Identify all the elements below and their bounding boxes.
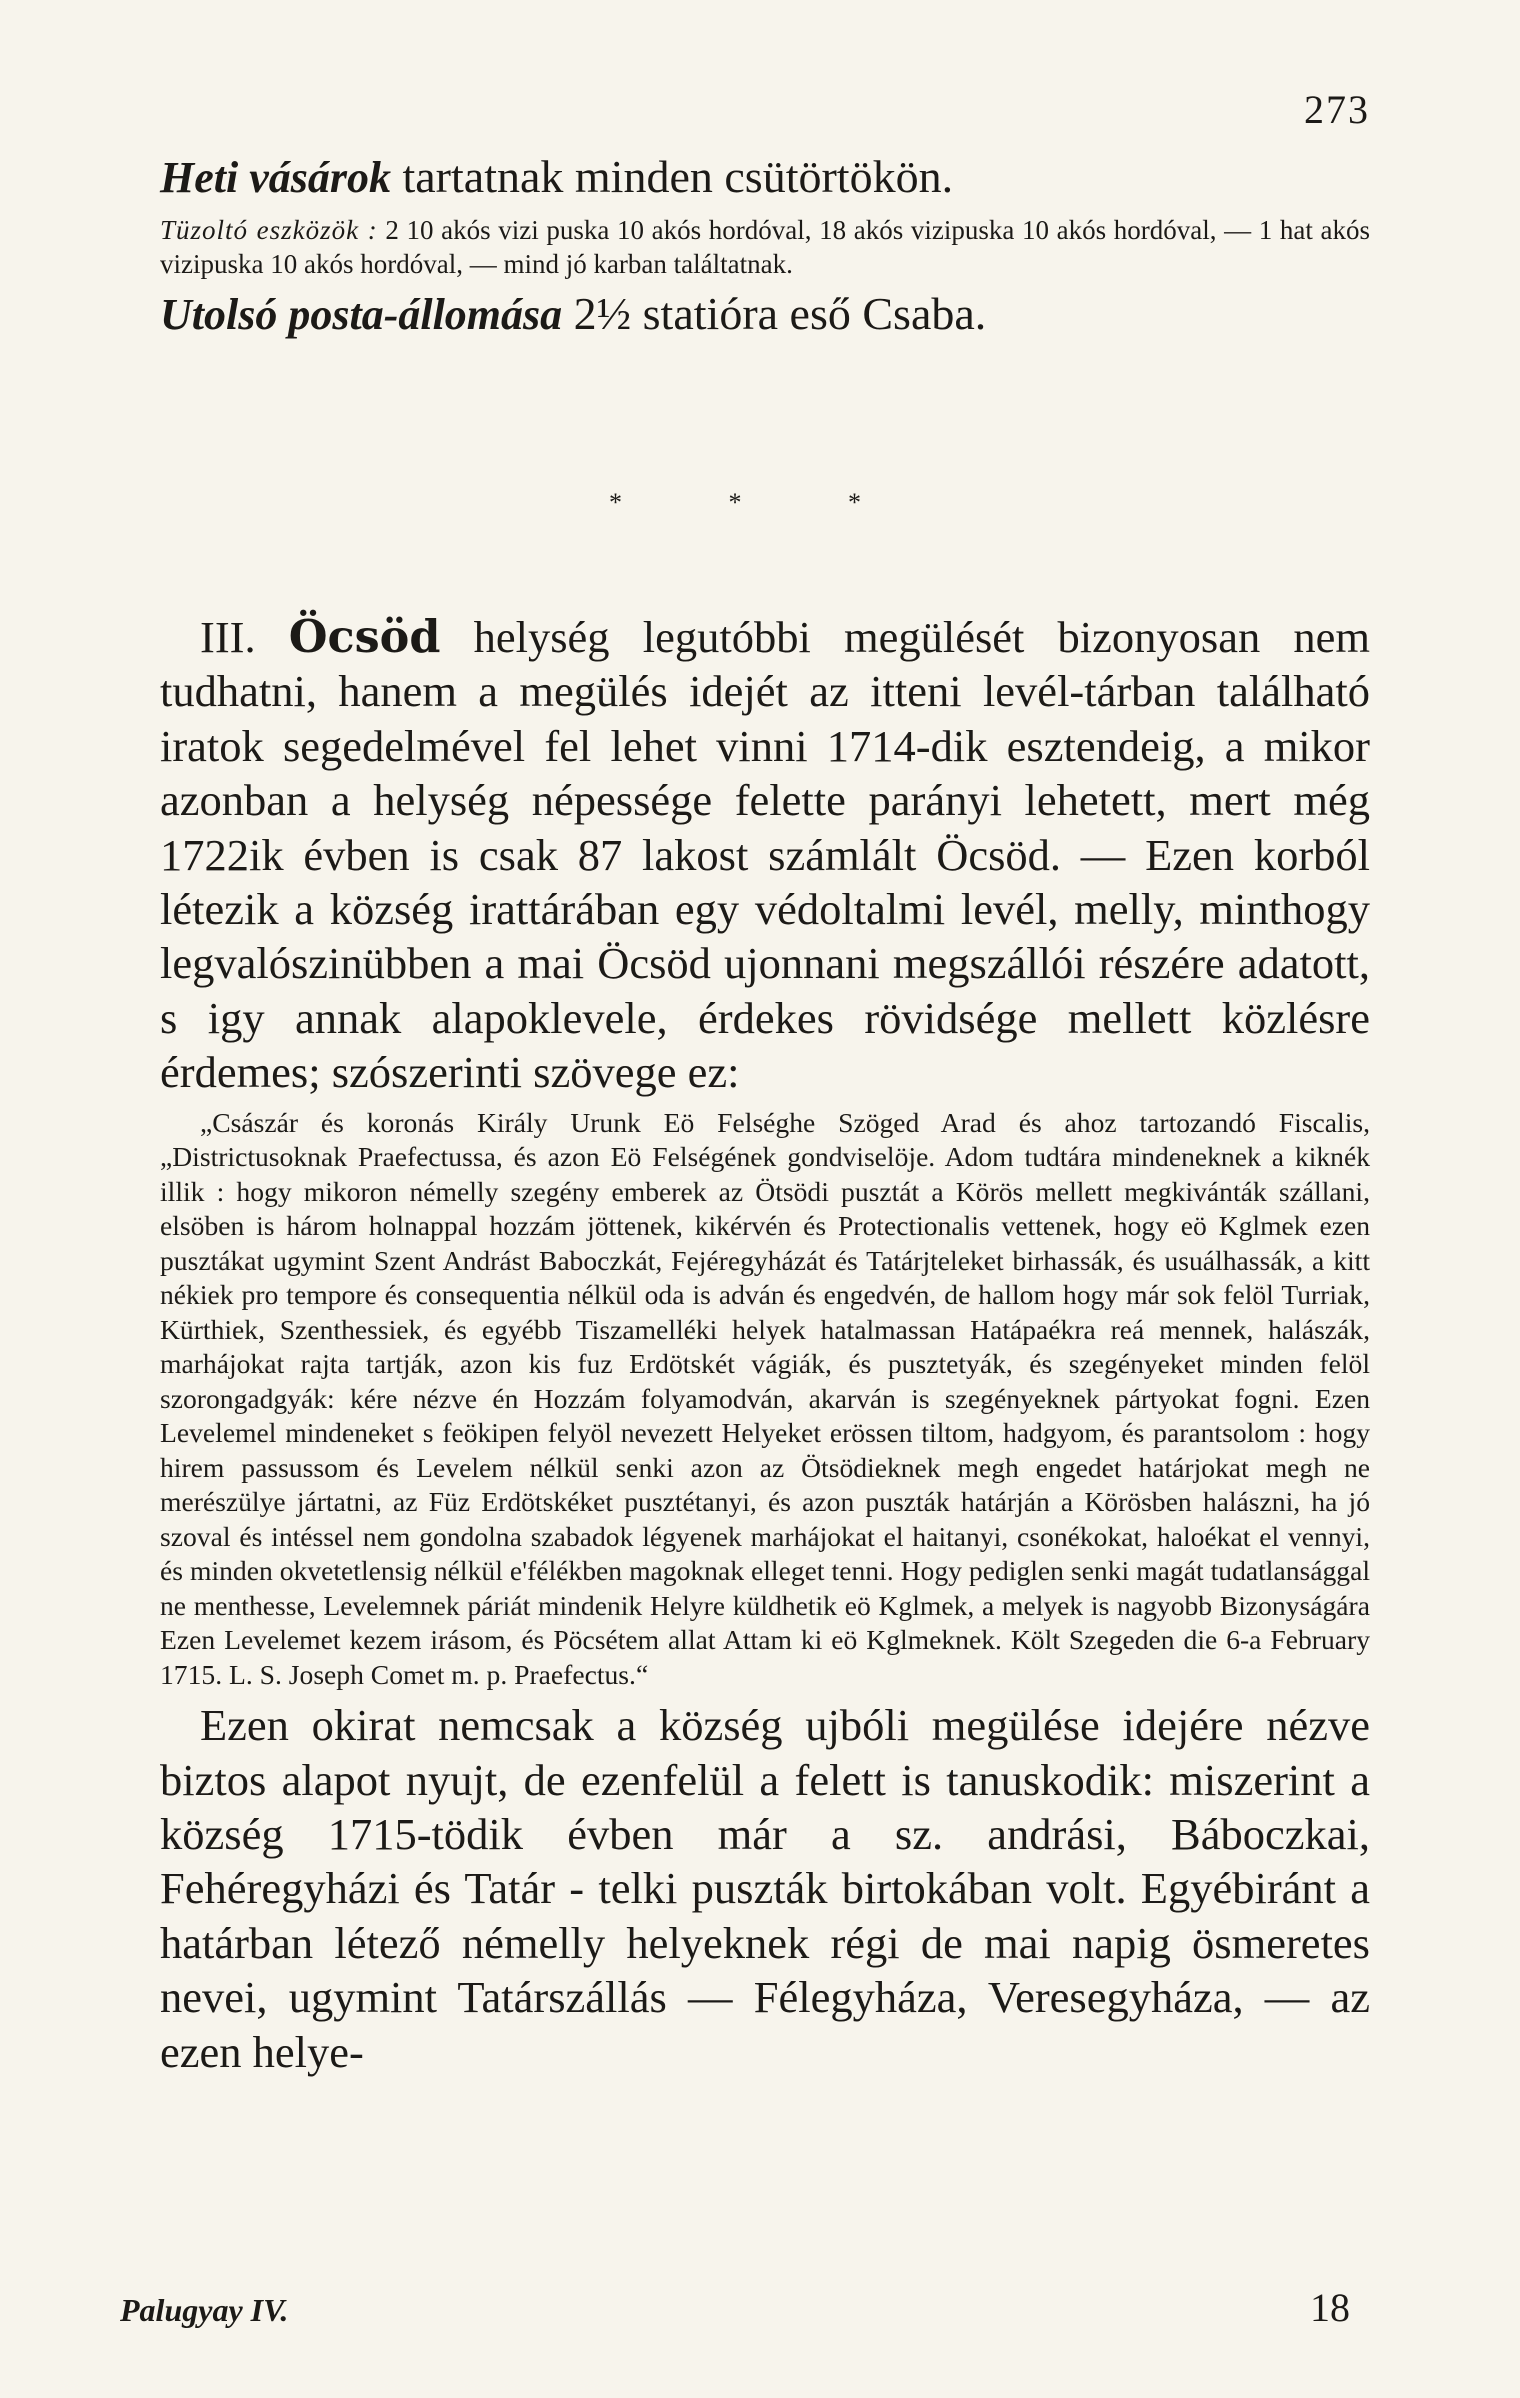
fire-text: 2 10 akós vizi puska 10 akós hordóval, 18 akós vizipuska 10 akós hordóval, — 1 hat akós vizipuska 10 akós hordóval, — mind jó karban találtatnak. (160, 215, 1371, 279)
markets-line (160, 148, 1370, 207)
closing-paragraph: Ezen okirat nemcsak a község ujbóli megülése idejére nézve biztos alapot nyujt, de ezenfelül a felett is tanuskodik: miszerint a község 1715-tödik évben már a sz. andrási, Báboczkai, Fehéregyházi és Tatár - telki puszták birtokában volt. Egyébiránt a határban létező némelly helyeknek régi de mai napig ösmeretes nevei, ugymint Tatárszállás — Félegyháza, Veresegyháza, — az ezen helye- (160, 1700, 1370, 2077)
section-asterisks: * * * (609, 488, 911, 517)
post-text: 2½ statióra eső Csaba. (573, 288, 987, 339)
markets-text: tartatnak minden csütörtökön. (402, 151, 954, 202)
page-number: 273 (1304, 87, 1370, 132)
section-block (160, 610, 1370, 2079)
quoted-charter: „Császár és koronás Király Urunk Eö Felséghe Szöged Arad és ahoz tartozandó Fiscalis, „Districtusoknak Praefectussa, és azon Eö Felségének gondviselöje. Adom tudtára mindeneknek a kiknék illik : hogy mikoron némelly szegény emberek az Ötsödi pusztát a Körös mellett megkivánták szállani, elsöben is három holnappal hozzám jöttenek, kikérvén és Protectionalis vettenek, hogy eö Kglmek ezen pusztákat ugymint Szent Andrást Baboczkát, Fejéregyházát és Tatárjteleket birhassák, és usuálhassák, a kitt nékiek pro tempore és consequentia nélkül oda is adván és engedvén, de hallom hogy már sok felöl Turriak, Kürthiek, Szenthessiek, és egyébb Tiszamelléki helyek hatalmassan Hatáраékra reá mennek, halászák, marhájokat rajta tartják, azon kis fuz Erdötskét vágiák, és pusztetyák, és szegényeket minden felöl szorongadgyák: kére nézve én Hozzám folyamodván, akarván is szegényeknek pártyokat fogni. Ezen Levelemel mindeneket s feökipen felyöl nevezett Helyeket erössen tiltom, hadgyom, és parantsolom : hogy hirem passussom és Levelem nélkül senki azon az Ötsödieknek megh engedet határjokat megh ne merészülye jártatni, az Füz Erdötskéket pusztétanyi, és azon puszták határján a Körösben halászni, ha jó szoval és intéssel nem gondolna szabadok légyenek marhájokat el haitanyi, csonékokat, haloékat el vennyi, és minden okvetetlensig nélkül e'félékben magoknak elleget tenni. Hogy pediglen senki magát tudatlansággal ne menthesse, Levelemnek páriát mindenik Helyre küldhetik eö Kglmek, a melyek is nagyobb Bizonyságára Ezen Levelemet kezem irásom, és Pöcsétem allat Attam ki eö Kglmeknek. Költ Szegeden die 6-a February 1715. L. S. Joseph Comet m. p. Praefectus.“ (160, 1106, 1370, 1690)
section-numeral: III. (200, 612, 256, 662)
page-footer (120, 2285, 1350, 2330)
signature-mark: Palugyay IV. (120, 2292, 289, 2328)
post-label: Utolsó posta-állomása (160, 290, 563, 339)
markets-label: Heti vásárok (160, 153, 391, 202)
post-line (160, 285, 1370, 344)
header-block (160, 148, 1370, 344)
sheet-number: 18 (1310, 2285, 1350, 2330)
section-place: Öcsöd (288, 611, 441, 663)
section-intro-text: helység legutóbbi megülését bizonyosan nem tudhatni, hanem a megülés idejét az itteni levél-tárban található iratok segedelmével fel lehet vinni 1714-dik esztendeig, a mikor azonban a helység népessége felette parányi lehetett, mert még 1722ik évben is csak 87 lakost számlált Öcsöd. — Ezen korból létezik a község irattárában egy védoltalmi levél, melly, minthogy legvalószinübben a mai Öcsöd ujonnani megszállói részére adatott, s igy annak alapoklevele, érdekes rövidsége mellett közlésre érdemes; szószerinti szövege ez: (160, 612, 1370, 1098)
section-intro (160, 610, 1370, 1100)
fire-label: Tüzoltó eszközök : (160, 215, 378, 245)
fire-line (160, 213, 1370, 281)
